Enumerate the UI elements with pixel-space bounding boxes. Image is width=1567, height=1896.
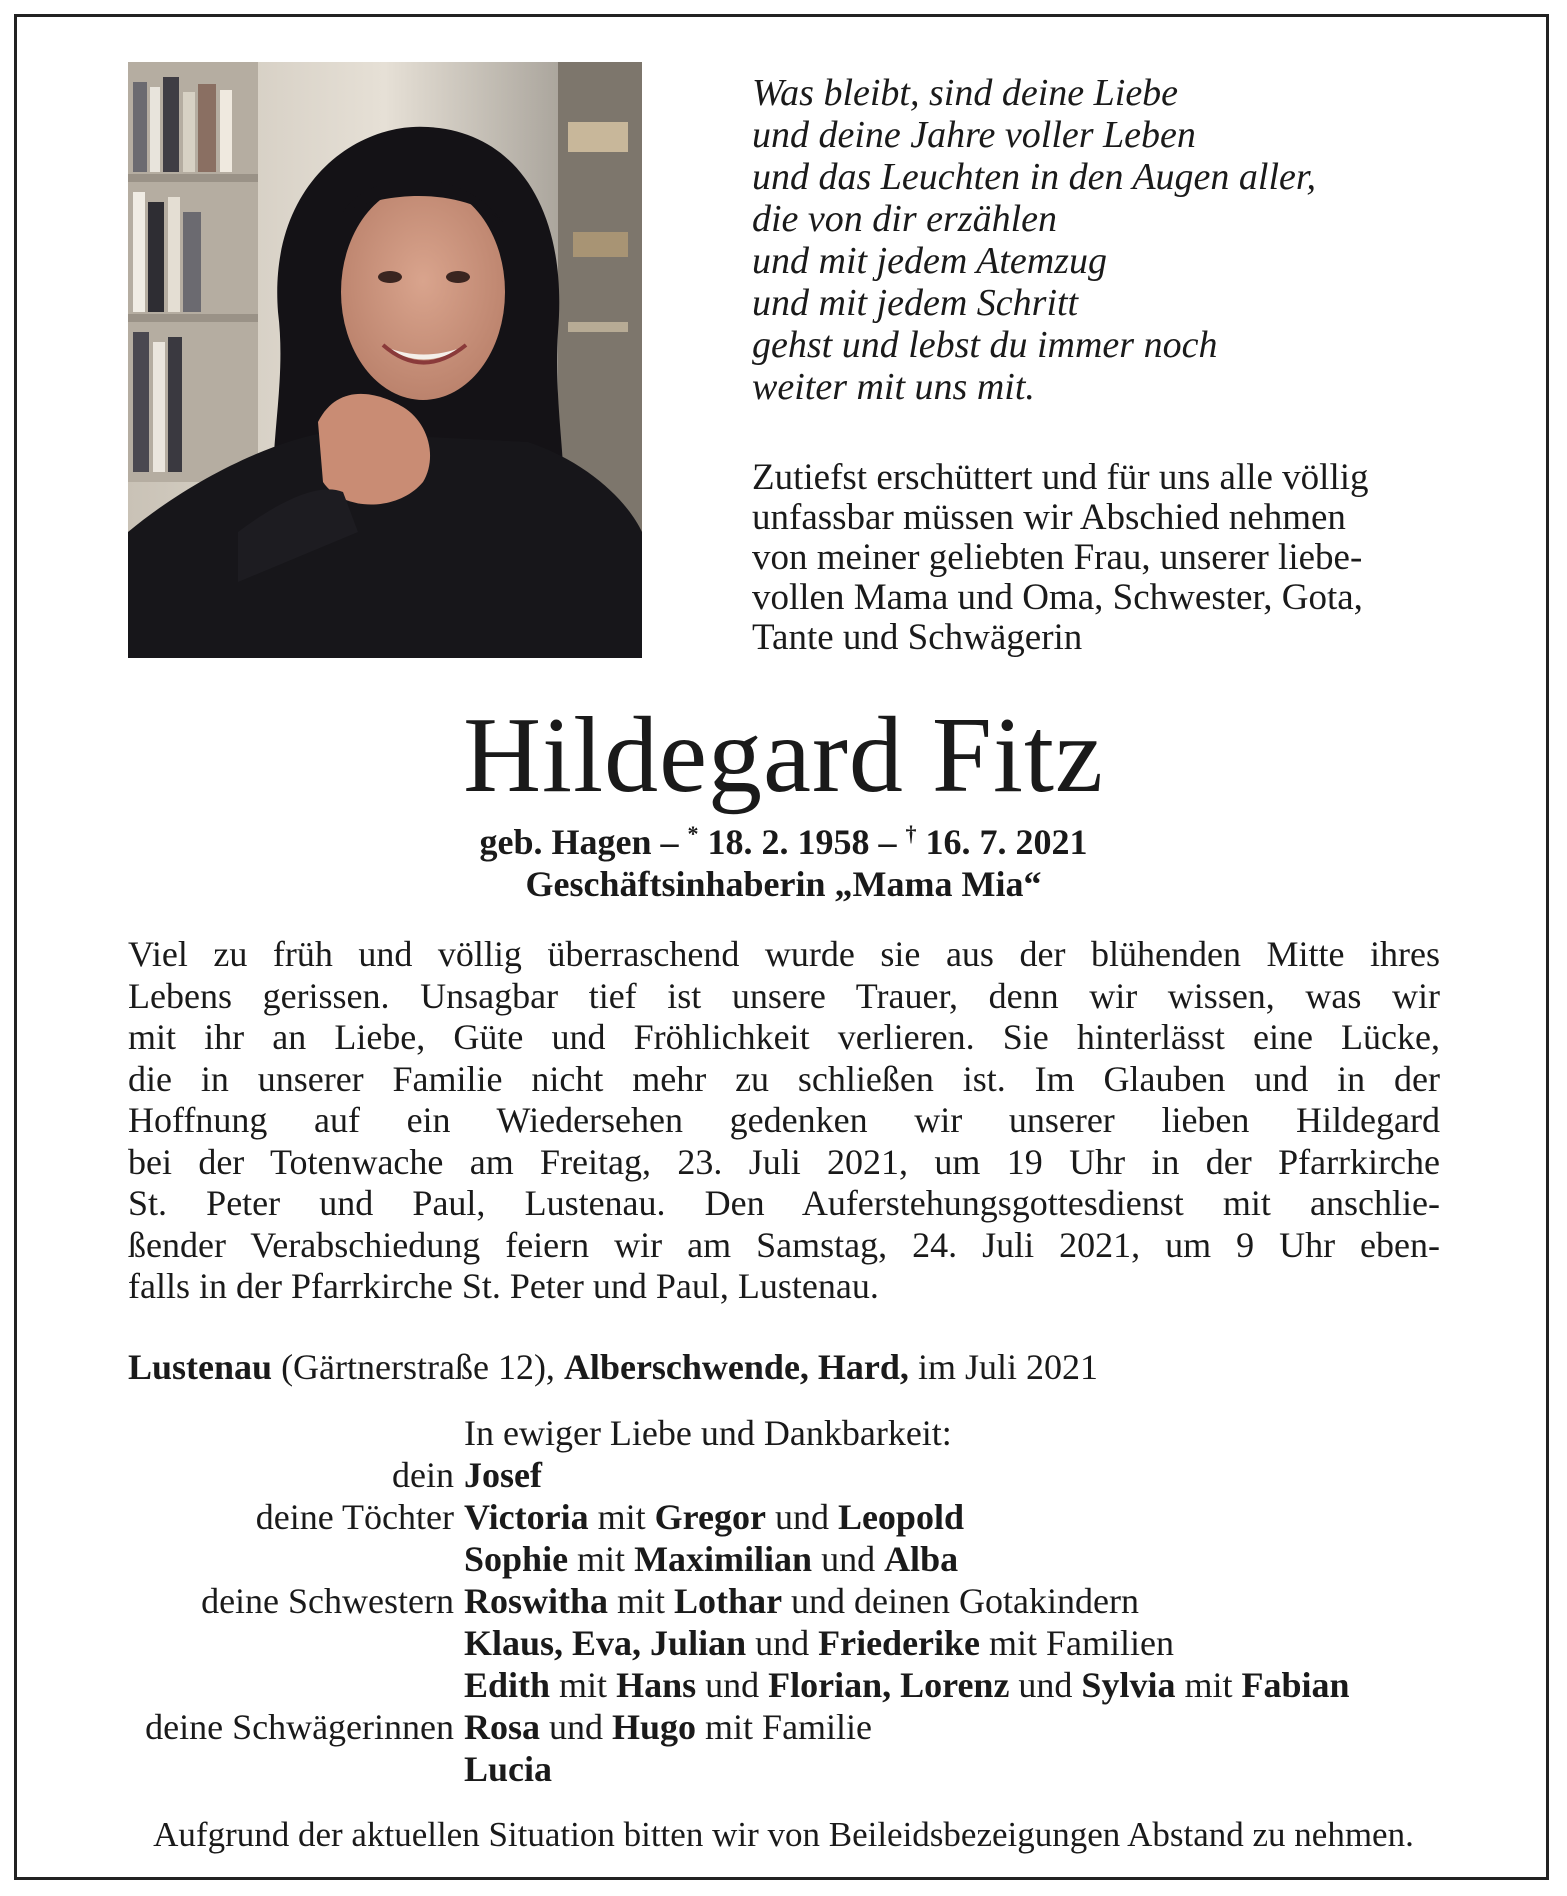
- mourner-connector: und: [765, 1497, 838, 1537]
- poem-line: weiter mit uns mit.: [752, 366, 1035, 408]
- mourner-names: [464, 1748, 552, 1790]
- mourner-relation: [0, 1748, 464, 1790]
- mourner-connector: mit Familien: [980, 1623, 1175, 1663]
- mourner-connector: mit: [550, 1665, 617, 1705]
- body-line: mit ihr an Liebe, Güte und Fröhlichkeit verlieren. Sie hinterlässt eine Lücke,: [128, 1017, 1440, 1057]
- intro-line: von meiner geliebten Frau, unserer liebe-: [752, 537, 1363, 578]
- mourner-names: [464, 1664, 1350, 1706]
- mourner-connector: mit: [568, 1539, 635, 1579]
- intro-text: [752, 458, 1497, 658]
- mourner-name: Sophie: [464, 1539, 569, 1579]
- mourner-relation: deine Töchter: [255, 1497, 454, 1537]
- mourner-name: Roswitha: [464, 1581, 609, 1621]
- mourner-row: [0, 1748, 1567, 1790]
- mourner-row: [0, 1496, 1567, 1538]
- mourner-relation: deine Schwägerinnen: [145, 1707, 454, 1747]
- deceased-name: Hildegard Fitz: [463, 696, 1104, 815]
- portrait-photo: [128, 62, 642, 658]
- poem-line: und deine Jahre voller Leben: [752, 114, 1196, 156]
- mourner-name: Fabian: [1241, 1665, 1350, 1705]
- mourner-relation: [0, 1538, 464, 1580]
- mourner-connector: mit: [588, 1497, 655, 1537]
- poem-line: und mit jedem Schritt: [752, 282, 1079, 324]
- mourner-name: Hugo: [612, 1707, 697, 1747]
- place-others: Alberschwende, Hard,: [563, 1347, 909, 1387]
- intro-line: Tante und Schwägerin: [752, 617, 1083, 658]
- birth-date: 18. 2. 1958 –: [698, 822, 906, 862]
- birth-symbol: *: [687, 821, 699, 846]
- mourner-relation: dein: [392, 1455, 454, 1495]
- mourner-connector: mit Familie: [696, 1707, 873, 1747]
- mourners-list: [0, 1412, 1567, 1790]
- poem-line: Was bleibt, sind deine Liebe: [752, 72, 1179, 114]
- intro-line: vollen Mama und Oma, Schwester, Gota,: [752, 577, 1363, 618]
- mourner-names: [464, 1454, 542, 1496]
- mourner-name: Hans: [616, 1665, 697, 1705]
- mourner-name: Florian, Lorenz: [768, 1665, 1010, 1705]
- mourner-name: Gregor: [654, 1497, 766, 1537]
- body-line: die in unserer Familie nicht mehr zu schließen ist. Im Glauben und in der: [128, 1058, 1440, 1099]
- body-line: Hoffnung auf ein Wiedersehen gedenken wir unserer lieben Hildegard: [128, 1100, 1440, 1140]
- mourner-connector: und: [696, 1665, 769, 1705]
- mourner-relation: [0, 1622, 464, 1664]
- place-address: (Gärtnerstraße 12),: [272, 1347, 564, 1387]
- poem-line: die von dir erzählen: [752, 198, 1058, 240]
- death-date: 16. 7. 2021: [916, 822, 1088, 862]
- mourner-relation: [0, 1664, 464, 1706]
- mourner-name: Alba: [884, 1539, 959, 1579]
- mourner-relation: deine Schwestern: [201, 1581, 454, 1621]
- intro-line: Zutiefst erschüttert und für uns alle völlig: [752, 457, 1369, 498]
- mourners-heading: In ewiger Liebe und Dankbarkeit:: [464, 1413, 952, 1453]
- mourner-name: Sylvia: [1081, 1665, 1176, 1705]
- mourner-row: [0, 1706, 1567, 1748]
- mourner-row: [0, 1622, 1567, 1664]
- place-date: im Juli 2021: [908, 1347, 1098, 1387]
- mourner-connector: mit: [608, 1581, 675, 1621]
- occupation: Geschäftsinhaberin „Mama Mia“: [525, 864, 1042, 904]
- mourner-connector: und: [812, 1539, 885, 1579]
- mourner-connector: mit: [1175, 1665, 1242, 1705]
- intro-line: unfassbar müssen wir Abschied nehmen: [752, 497, 1346, 538]
- mourner-name: Edith: [464, 1665, 551, 1705]
- death-symbol: †: [905, 821, 917, 846]
- mourner-names: [464, 1496, 964, 1538]
- body-line: falls in der Pfarrkirche St. Peter und Paul, Lustenau.: [128, 1266, 879, 1306]
- mourner-connector: und: [746, 1623, 819, 1663]
- poem-line: und das Leuchten in den Augen aller,: [752, 156, 1316, 198]
- mourner-names: [464, 1622, 1174, 1664]
- place-town: Lustenau: [128, 1347, 273, 1387]
- mourner-name: Josef: [464, 1455, 542, 1495]
- footer-note: Aufgrund der aktuellen Situation bitten wir von Beileidsbezeigungen Abstand zu nehmen.: [153, 1815, 1414, 1854]
- place-line: [128, 1346, 1468, 1388]
- portrait-image: [128, 62, 642, 658]
- body-line: bei der Totenwache am Freitag, 23. Juli 2021, um 19 Uhr in der Pfarrkirche: [128, 1141, 1440, 1182]
- mourner-name: Victoria: [464, 1497, 589, 1537]
- mourner-name: Lothar: [674, 1581, 783, 1621]
- mourner-names: [464, 1706, 872, 1748]
- mourner-name: Lucia: [464, 1749, 553, 1789]
- mourner-name: Maximilian: [634, 1539, 813, 1579]
- body-paragraph: [128, 934, 1440, 1308]
- mourner-connector: und deinen Gotakindern: [782, 1581, 1139, 1621]
- mourner-names: [464, 1538, 958, 1580]
- mourner-row: [0, 1538, 1567, 1580]
- poem-line: und mit jedem Atemzug: [752, 240, 1107, 282]
- mourner-name: Leopold: [837, 1497, 964, 1537]
- body-line: Lebens gerissen. Unsagbar tief ist unsere Trauer, denn wir wissen, was wir: [128, 975, 1440, 1016]
- mourner-row: [0, 1664, 1567, 1706]
- mourner-row: [0, 1580, 1567, 1622]
- mourner-name: Rosa: [464, 1707, 541, 1747]
- mourner-name: Friederike: [818, 1623, 981, 1663]
- body-line: ßender Verabschiedung feiern wir am Samstag, 24. Juli 2021, um 9 Uhr eben-: [128, 1224, 1440, 1265]
- mourner-name: Klaus, Eva, Julian: [464, 1623, 747, 1663]
- body-line: Viel zu früh und völlig überraschend wurde sie aus der blühenden Mitte ihres: [128, 934, 1440, 974]
- mourner-connector: und: [540, 1707, 613, 1747]
- poem: [752, 72, 1472, 408]
- poem-line: gehst und lebst du immer noch: [752, 324, 1218, 366]
- mourner-connector: und: [1009, 1665, 1082, 1705]
- mourner-row: [0, 1454, 1567, 1496]
- body-line: St. Peter und Paul, Lustenau. Den Auferstehungsgottesdienst mit anschlie-: [128, 1183, 1440, 1223]
- birth-death-line: [0, 822, 1567, 862]
- maiden-name: geb. Hagen –: [479, 822, 688, 862]
- mourner-names: [464, 1580, 1139, 1622]
